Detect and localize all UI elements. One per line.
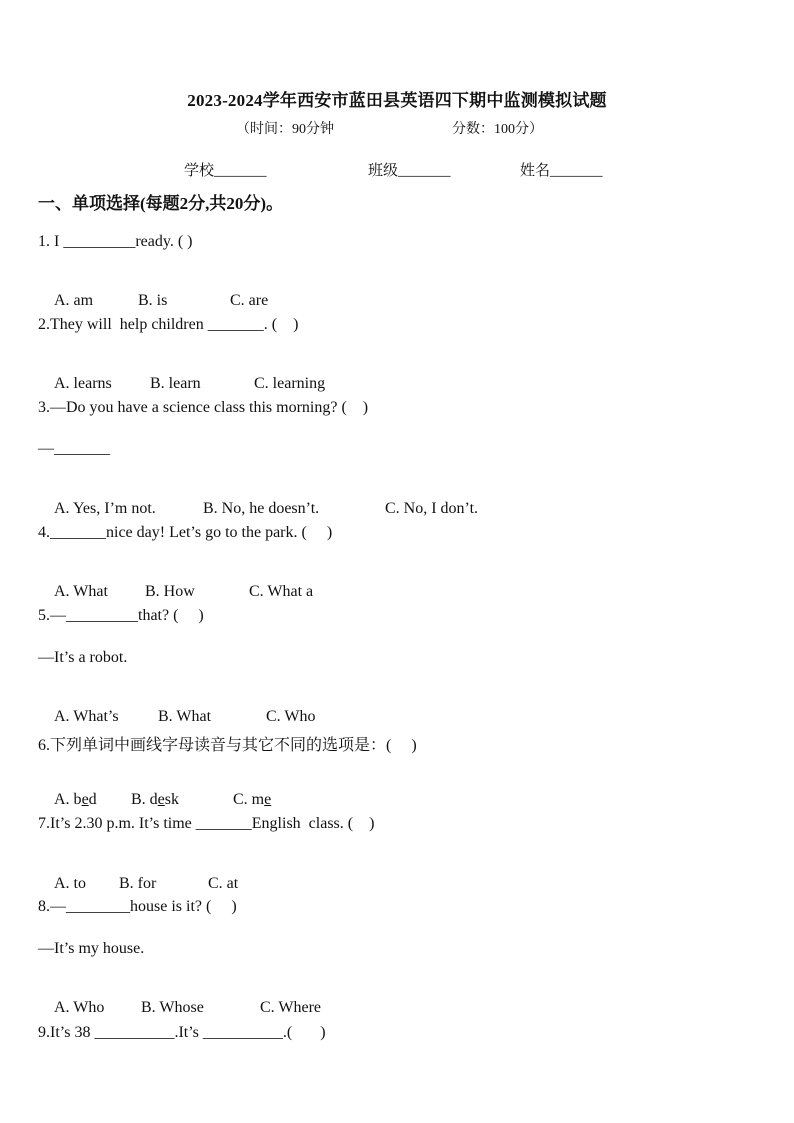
question-8-answer-line: —It’s my house. <box>38 940 145 957</box>
question-3-answer-line: —_______ <box>38 440 110 457</box>
question-4-stem: 4._______nice day! Let’s go to the park. ( ) <box>38 524 333 541</box>
option: A. What <box>54 583 108 600</box>
option: A. to <box>54 875 86 892</box>
option: B. What <box>158 708 212 725</box>
question-1-stem: 1. I _________ready. ( ) <box>38 233 193 250</box>
question-3-stem: 3.—Do you have a science class this morning? ( ) <box>38 399 369 416</box>
option: B. for <box>119 875 157 892</box>
option: A. am <box>54 292 94 309</box>
option: C. Where <box>260 999 322 1016</box>
exam-title: 2023-2024学年西安市蓝田县英语四下期中监测模拟试题 <box>187 91 607 110</box>
option: B. Whose <box>141 999 204 1016</box>
question-8-stem: 8.—________house is it? ( ) <box>38 898 237 915</box>
question-2-stem: 2.They will help children _______. ( ) <box>38 316 299 333</box>
class-field: 班级_______ <box>368 163 451 179</box>
option: B. How <box>145 583 195 600</box>
option: A. Who <box>54 999 105 1016</box>
question-7-stem: 7.It’s 2.30 p.m. It’s time _______English class. ( ) <box>38 815 375 832</box>
exam-score: 分数：100分） <box>452 122 543 137</box>
option: A. learns <box>54 375 112 392</box>
option: C. What a <box>249 583 314 600</box>
question-5-answer-line: —It’s a robot. <box>38 649 128 666</box>
option: C. learning <box>254 375 326 392</box>
option: B. No, he doesn’t. <box>203 500 320 517</box>
name-field: 姓名_______ <box>520 163 603 179</box>
question-5-stem: 5.—_________that? ( ) <box>38 607 204 624</box>
section-heading: 一、单项选择(每题2分,共20分)。 <box>38 194 284 213</box>
option: C. are <box>230 292 269 309</box>
option: A. bed <box>54 791 97 808</box>
option: C. me <box>233 791 272 808</box>
option: C. at <box>208 875 239 892</box>
option: B. learn <box>150 375 201 392</box>
school-field: 学校_______ <box>184 163 267 179</box>
exam-time: （时间：90分钟 <box>236 122 334 137</box>
option: A. What’s <box>54 708 119 725</box>
question-9-stem: 9.It’s 38 __________.It’s __________.( ) <box>38 1024 326 1041</box>
option: C. No, I don’t. <box>385 500 479 517</box>
question-6-stem: 6.下列单词中画线字母读音与其它不同的选项是：( ) <box>38 737 417 754</box>
option: B. desk <box>131 791 180 808</box>
option: C. Who <box>266 708 316 725</box>
option: A. Yes, I’m not. <box>54 500 156 517</box>
option: B. is <box>138 292 168 309</box>
